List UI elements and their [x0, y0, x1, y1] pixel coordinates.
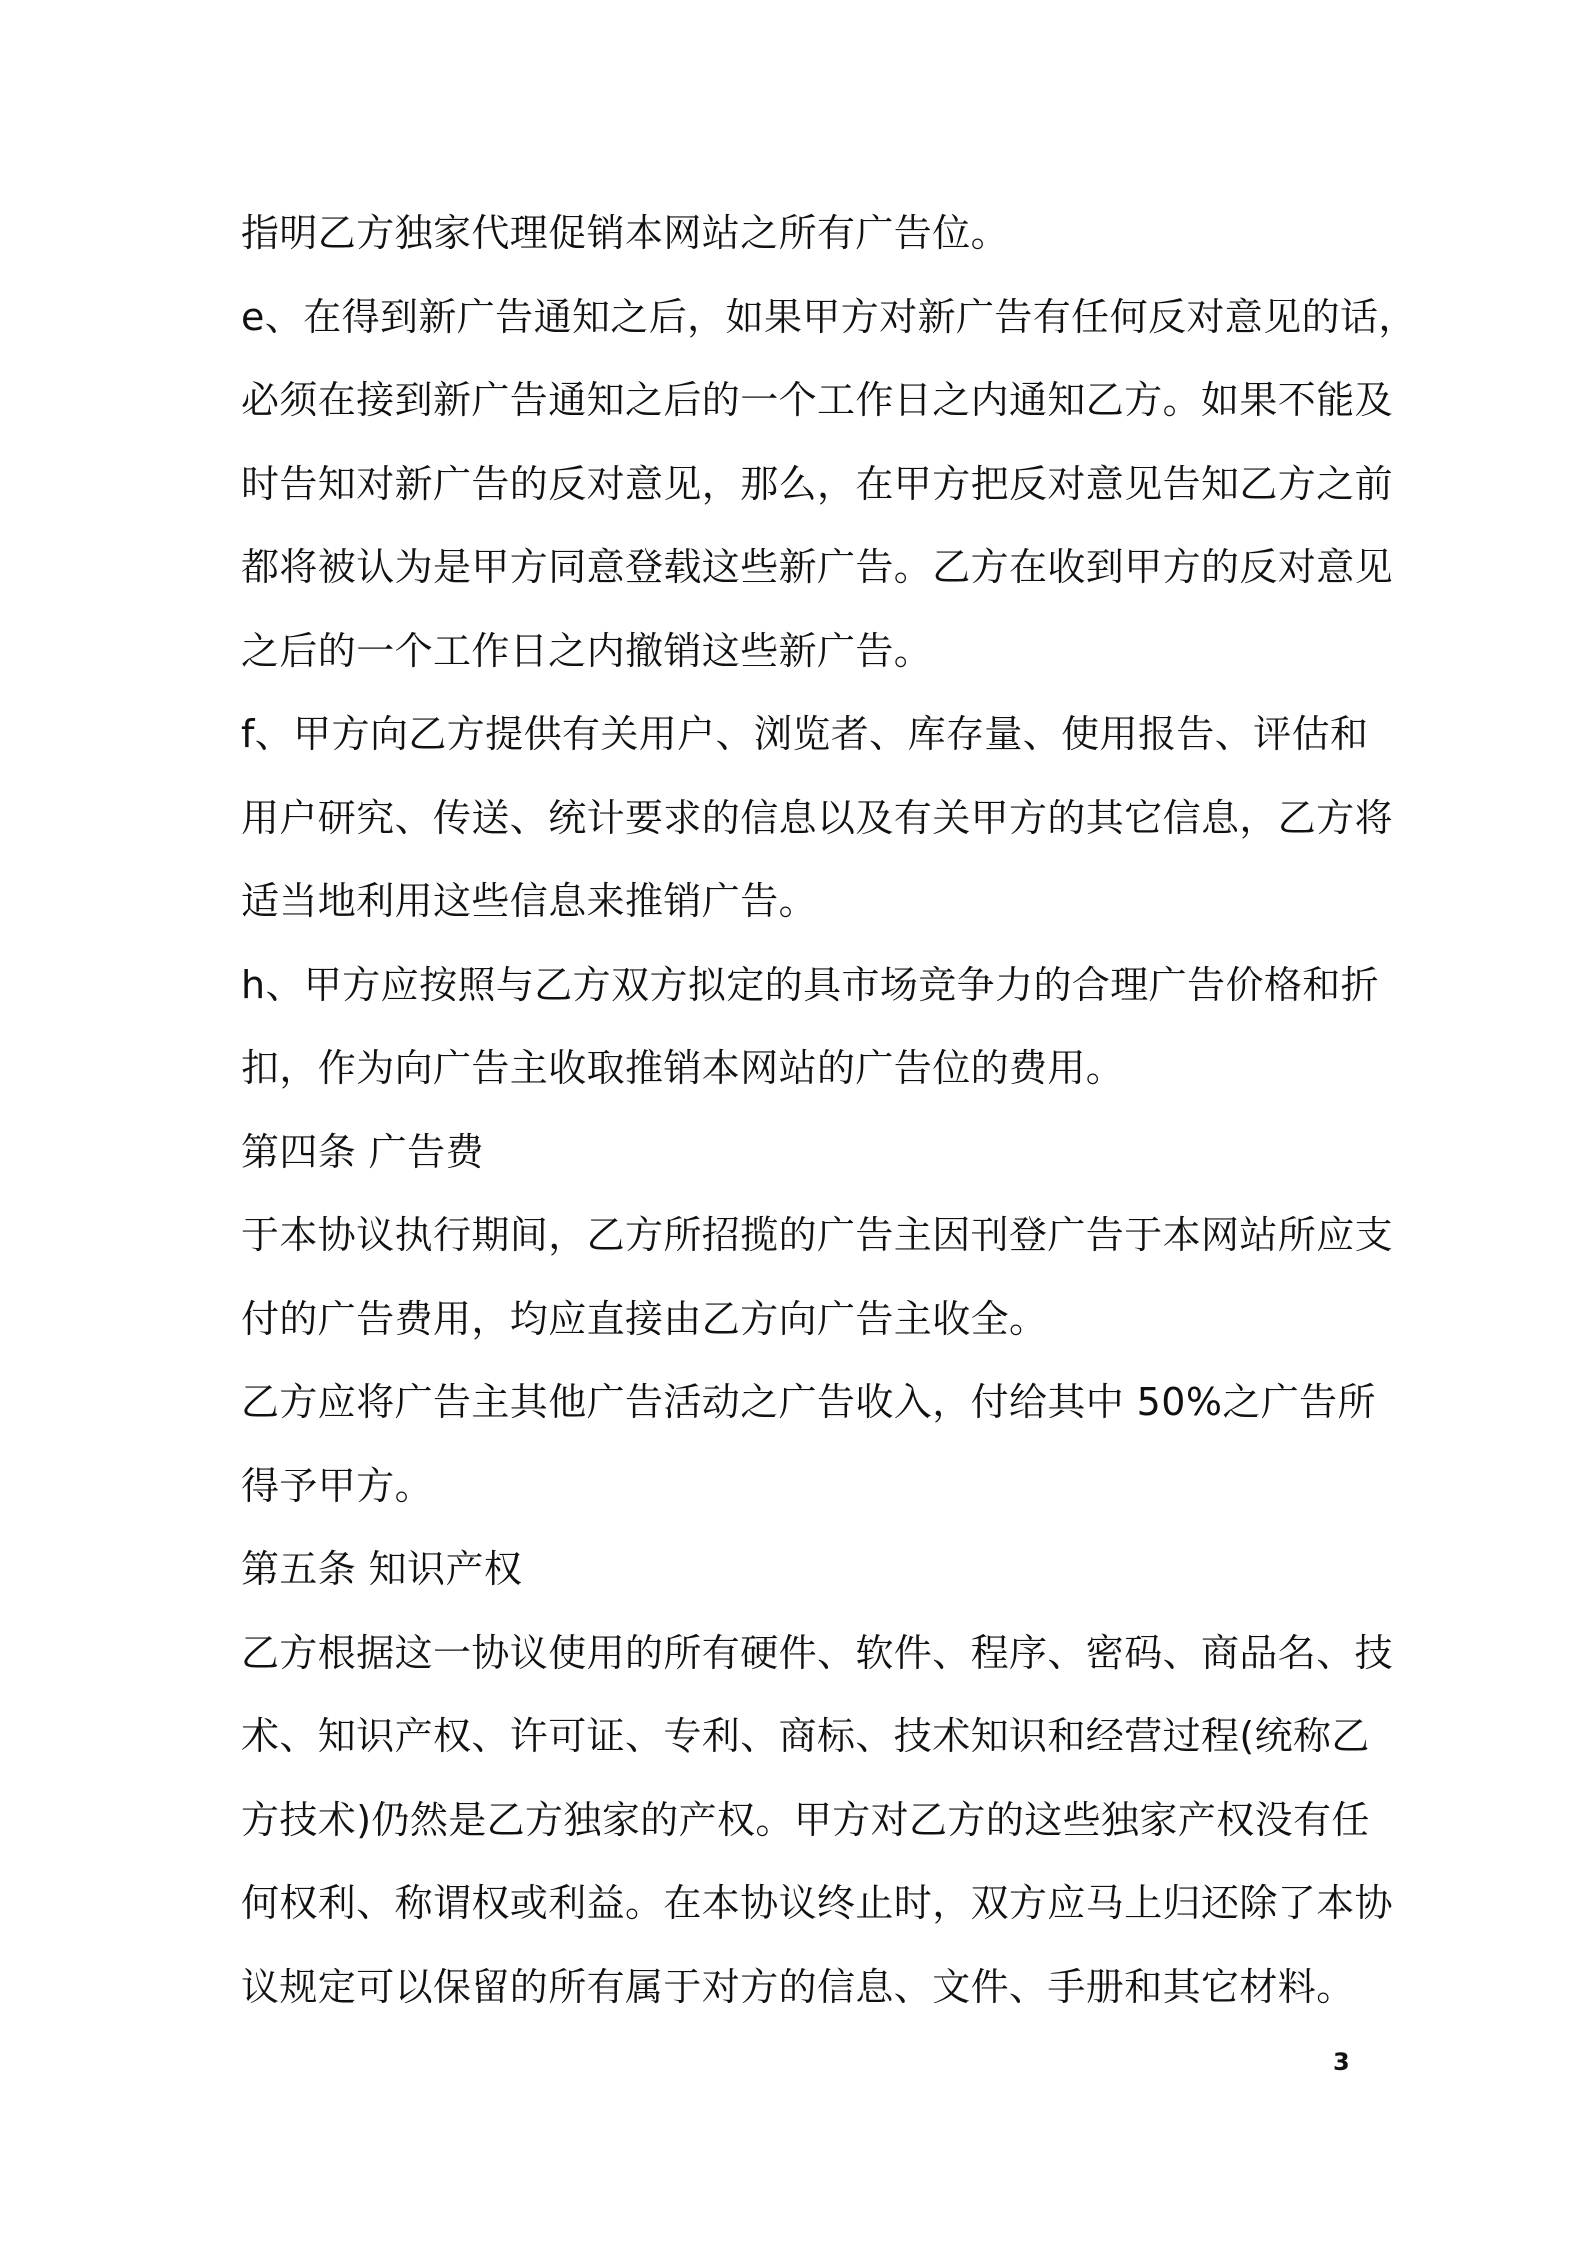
document-body [241, 192, 1417, 2029]
text-line: h、甲方应按照与乙方双方拟定的具市场竞争力的合理广告价格和折 [241, 962, 1380, 1007]
text-line: 于本协议执行期间，乙方所招揽的广告主因刊登广告于本网站所应支 [241, 1213, 1394, 1257]
section-heading: 第四条 广告费 [241, 1129, 484, 1174]
text-line: 得予甲方。 [241, 1463, 434, 1508]
text-line: 议规定可以保留的所有属于对方的信息、文件、手册和其它材料。 [241, 1964, 1355, 2009]
text-line: 乙方应将广告主其他广告活动之广告收入，付给其中 50%之广告所 [241, 1380, 1376, 1424]
text-line: 何权利、称谓权或利益。在本协议终止时，双方应马上归还除了本协 [241, 1881, 1394, 1925]
text-line: 方技术)仍然是乙方独家的产权。甲方对乙方的这些独家产权没有任 [241, 1797, 1370, 1842]
text-line: 之后的一个工作日之内撤销这些新广告。 [241, 628, 933, 673]
section-heading: 第五条 知识产权 [241, 1547, 523, 1591]
text-line: 术、知识产权、许可证、专利、商标、技术知识和经营过程(统称乙 [241, 1714, 1370, 1758]
text-line: 用户研究、传送、统计要求的信息以及有关甲方的其它信息，乙方将 [241, 795, 1394, 840]
text-line: 适当地利用这些信息来推销广告。 [241, 879, 818, 923]
text-line: e、在得到新广告通知之后，如果甲方对新广告有任何反对意见的话， [241, 294, 1417, 339]
text-line: 时告知对新广告的反对意见，那么，在甲方把反对意见告知乙方之前 [241, 461, 1394, 506]
text-line: 必须在接到新广告通知之后的一个工作日之内通知乙方。如果不能及 [241, 378, 1394, 422]
text-line: 付的广告费用，均应直接由乙方向广告主收全。 [241, 1296, 1048, 1341]
text-line: f、甲方向乙方提供有关用户、浏览者、库存量、使用报告、评估和 [241, 712, 1369, 756]
text-line: 都将被认为是甲方同意登载这些新广告。乙方在收到甲方的反对意见 [241, 545, 1394, 589]
page-number: 3 [1333, 2048, 1350, 2076]
text-line: 指明乙方独家代理促销本网站之所有广告位。 [241, 211, 1010, 255]
text-line: 乙方根据这一协议使用的所有硬件、软件、程序、密码、商品名、技 [241, 1630, 1394, 1675]
text-line: 扣，作为向广告主收取推销本网站的广告位的费用。 [241, 1046, 1125, 1090]
